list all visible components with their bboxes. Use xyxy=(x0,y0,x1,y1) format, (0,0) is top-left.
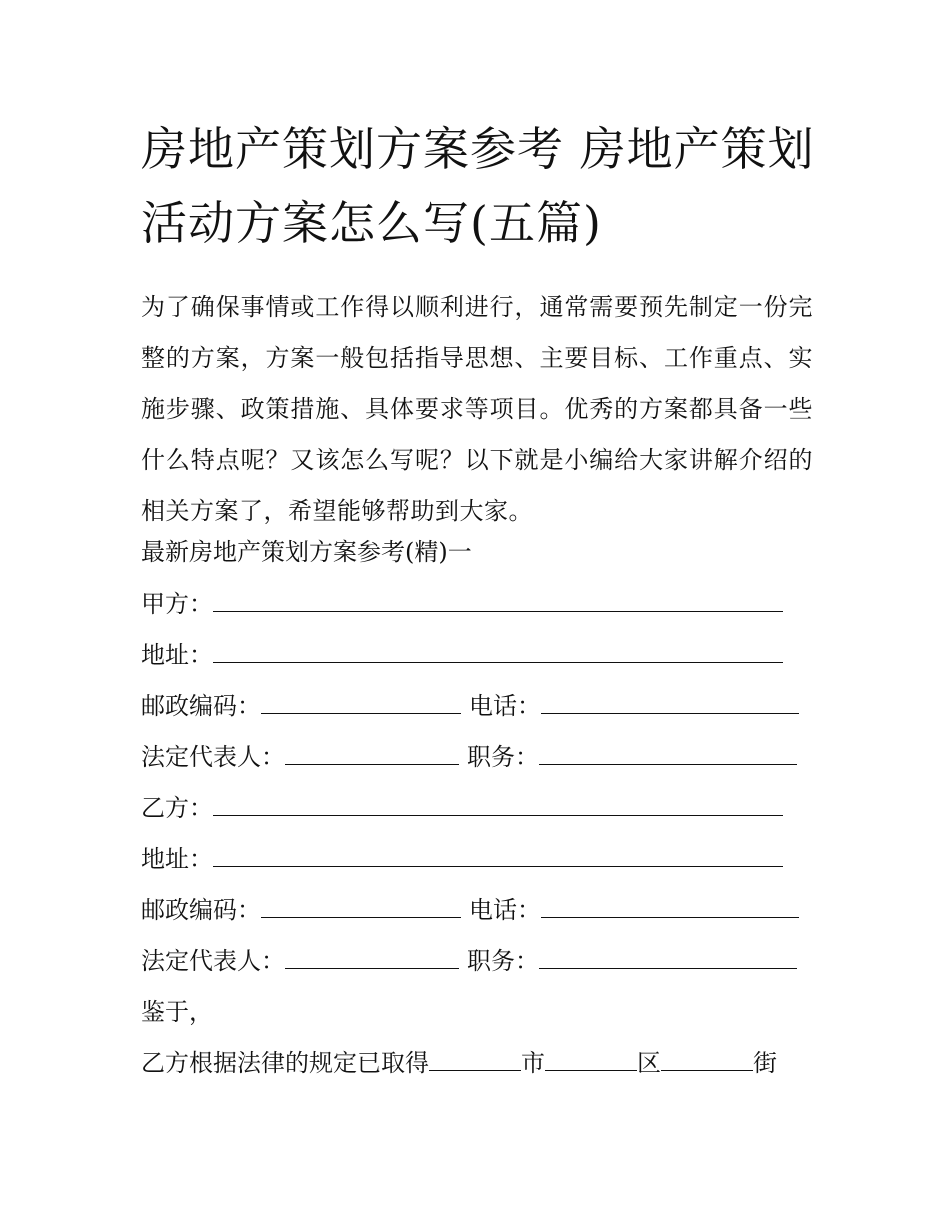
party-b-label: 乙方： xyxy=(141,794,213,822)
clause-street-text: 街 xyxy=(753,1049,777,1077)
whereas-row xyxy=(141,996,213,1028)
party-a-phone-blank[interactable] xyxy=(541,691,799,714)
intro-paragraph: 为了确保事情或工作得以顺利进行，通常需要预先制定一份完整的方案，方案一般包括指导思想、主要目标、工作重点、实施步骤、政策措施、具体要求等项目。优秀的方案都具备一些什么特点呢？又该怎么写呢？以下就是小编给大家讲解介绍的相关方案了，希望能够帮助到大家。 xyxy=(141,293,813,525)
party-b-postcode-label: 邮政编码： xyxy=(141,896,261,924)
party-a-row xyxy=(141,588,783,620)
document-title: 房地产策划方案参考 房地产策划活动方案怎么写(五篇) xyxy=(141,122,815,250)
party-b-postcode-blank[interactable] xyxy=(261,895,461,918)
party-b-position-label: 职务： xyxy=(467,947,539,975)
party-a-rep-row xyxy=(141,741,797,773)
section-heading-text: 最新房地产策划方案参考(精)一 xyxy=(141,538,472,566)
party-a-phone-label: 电话： xyxy=(469,692,541,720)
whereas-text: 鉴于， xyxy=(141,998,213,1026)
party-b-legal-rep-label: 法定代表人： xyxy=(141,947,285,975)
party-a-address-row xyxy=(141,639,783,671)
party-b-address-blank[interactable] xyxy=(213,844,783,867)
party-b-contact-row xyxy=(141,894,799,926)
party-b-row xyxy=(141,792,783,824)
party-a-contact-row xyxy=(141,690,799,722)
party-b-phone-blank[interactable] xyxy=(541,895,799,918)
party-b-phone-label: 电话： xyxy=(469,896,541,924)
party-b-position-blank[interactable] xyxy=(539,946,797,969)
party-a-position-label: 职务： xyxy=(467,743,539,771)
clause-blank-1[interactable] xyxy=(429,1048,521,1071)
clause-start-text: 乙方根据法律的规定已取得 xyxy=(141,1049,429,1077)
party-b-blank[interactable] xyxy=(213,793,783,816)
clause-district-text: 区 xyxy=(637,1049,661,1077)
party-b-address-label: 地址： xyxy=(141,845,213,873)
party-a-position-blank[interactable] xyxy=(539,742,797,765)
clause-blank-3[interactable] xyxy=(661,1048,753,1071)
party-a-legal-rep-blank[interactable] xyxy=(285,742,459,765)
clause-blank-2[interactable] xyxy=(545,1048,637,1071)
clause-row xyxy=(141,1047,777,1079)
section-heading xyxy=(141,536,472,568)
party-a-address-label: 地址： xyxy=(141,641,213,669)
party-b-address-row xyxy=(141,843,783,875)
party-a-blank[interactable] xyxy=(213,589,783,612)
party-a-postcode-blank[interactable] xyxy=(261,691,461,714)
party-b-legal-rep-blank[interactable] xyxy=(285,946,459,969)
party-a-postcode-label: 邮政编码： xyxy=(141,692,261,720)
party-a-label: 甲方： xyxy=(141,590,213,618)
clause-city-text: 市 xyxy=(521,1049,545,1077)
party-b-rep-row xyxy=(141,945,797,977)
party-a-legal-rep-label: 法定代表人： xyxy=(141,743,285,771)
party-a-address-blank[interactable] xyxy=(213,640,783,663)
